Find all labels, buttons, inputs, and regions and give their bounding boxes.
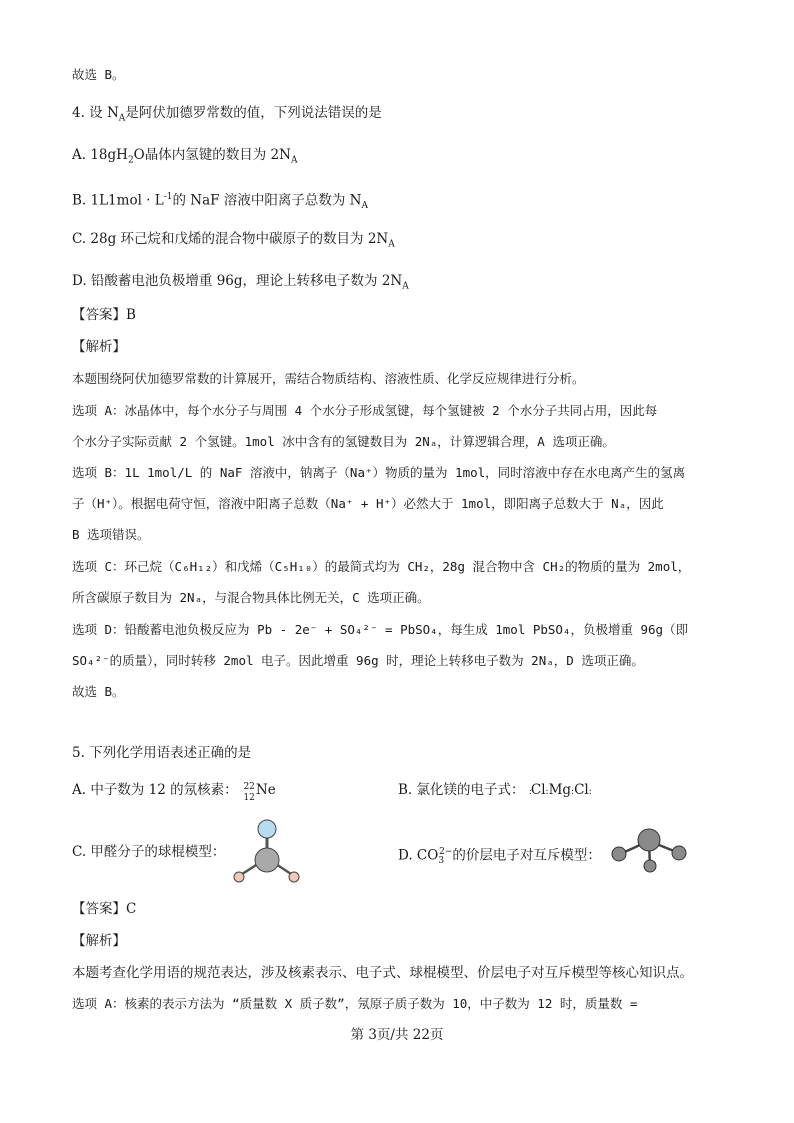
q5-stem: 5. 下列化学用语表述正确的是 [72, 745, 252, 761]
q4-option-a: A. $18gH_2O$晶体内氢键的数目为 $2N_A$ [72, 147, 298, 166]
q5-option-c-label: C. 甲醛分子的球棍模型： [72, 844, 226, 860]
q4-analysis-line: 选项 B：1L 1mol/L 的 NaF 溶液中，钠离子（Na⁺）物质的量为 1mol，同时溶液中存在水电离产生的氢离 [72, 465, 686, 480]
q4-analysis-line: 选项 D：铅酸蓄电池负极反应为 Pb - 2e⁻ + SO₄²⁻ = PbSO₄，每生成 1mol PbSO₄，负极增重 96g（即 [72, 622, 689, 637]
q4-analysis-line: 故选 B。 [72, 684, 125, 699]
formaldehyde-ball-stick-model [228, 818, 308, 884]
q4-analysis-line: SO₄²⁻的质量），同时转移 2mol 电子。因此增重 96g 时，理论上转移电子数为 2Nₐ，D 选项正确。 [72, 653, 644, 668]
q4-analysis-line: 选项 C：环己烷（C₆H₁₂）和戊烯（C₅H₁₀）的最简式均为 CH₂，28g 混合物中含 CH₂的物质的量为 2mol， [72, 559, 691, 574]
q5-analysis-line: 选项 A：核素的表示方法为 “质量数 X 质子数”，氖原子质子数为 10，中子数为 12 时，质量数 = [72, 996, 638, 1011]
q5-analysis-line: 本题考查化学用语的规范表达，涉及核素表示、电子式、球棍模型、价层电子对互斥模型等核心知识点。 [72, 965, 693, 981]
q4-option-c: C. 28g 环己烷和戊烯的混合物中碳原子的数目为 $2N_A$ [72, 231, 395, 250]
q5-option-d: D. $CO_3^{2-}$的价层电子对互斥模型： [398, 847, 601, 867]
q4-analysis-line: 本题围绕阿伏加德罗常数的计算展开，需结合物质结构、溶液性质、化学反应规律进行分析。 [72, 371, 585, 386]
nuclide-notation: 22 12 [243, 781, 255, 803]
lewis-structure: :Cl:Mg:Cl: [528, 782, 592, 798]
q5-option-b: B. 氯化镁的电子式： :Cl:Mg:Cl: [398, 781, 592, 801]
q4-option-b: B. $1L1mol \cdot L^{-1}$的 NaF 溶液中阳离子总数为 $N_A$ [72, 192, 368, 212]
vsepr-model [610, 825, 690, 873]
q5-analysis-title: 【解析】 [72, 933, 126, 949]
prev-conclusion: 故选 B。 [72, 67, 125, 82]
q4-analysis-line: 个水分子实际贡献 2 个氢键。1mol 冰中含有的氢键数目为 2Nₐ，计算逻辑合理，A 选项正确。 [72, 434, 615, 449]
q4-analysis-title: 【解析】 [72, 339, 126, 355]
q4-option-d: D. 铅酸蓄电池负极增重 96g，理论上转移电子数为 $2N_A$ [72, 273, 409, 292]
q4-answer: 【答案】B [72, 307, 136, 323]
q5-answer: 【答案】C [72, 901, 137, 917]
q4-analysis-line: 子（H⁺）。根据电荷守恒，溶液中阳离子总数（Na⁺ + H⁺）必然大于 1mol，即阳离子总数大于 Nₐ，因此 [72, 496, 664, 511]
q4-analysis-line: B 选项错误。 [72, 527, 150, 542]
q5-option-a: A. 中子数为 12 的氖核素： 22 12 Ne [72, 781, 276, 803]
page-footer: 第 3页/共 22页 [350, 1027, 444, 1043]
q4-analysis-line: 所含碳原子数目为 2Nₐ，与混合物具体比例无关，C 选项正确。 [72, 590, 430, 605]
q4-stem: 4. 设 $N_A$是阿伏加德罗常数的值，下列说法错误的是 [72, 105, 382, 124]
q4-analysis-line: 选项 A：冰晶体中，每个水分子与周围 4 个水分子形成氢键，每个氢键被 2 个水分子共同占用，因此每 [72, 403, 658, 418]
